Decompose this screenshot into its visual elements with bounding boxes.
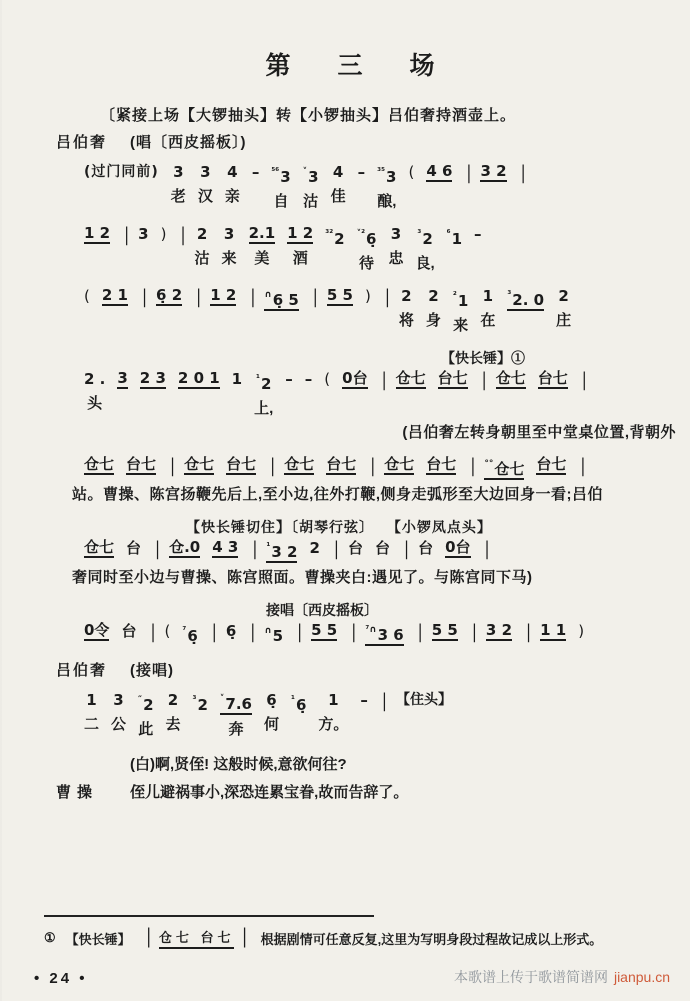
notation-row	[84, 224, 656, 273]
grace-note: ∩	[264, 290, 272, 300]
grace-note: ⁵⁶	[271, 167, 280, 177]
note-token: 1 方。	[318, 691, 349, 733]
note-token: –	[304, 370, 313, 388]
barline: |	[141, 284, 148, 308]
note-token: 6̣ 何	[263, 691, 279, 733]
barline: |	[484, 536, 490, 560]
note-token: 2.1 美	[248, 224, 276, 267]
lyric-syllable: 公	[111, 716, 127, 733]
note-token: $^{^1}$3 2	[266, 538, 297, 563]
speaker-row-continue	[56, 659, 656, 680]
barline: |	[333, 536, 339, 560]
barline: |	[471, 619, 477, 643]
note-token: 仓七	[284, 455, 315, 473]
note-token: 2 庄	[556, 287, 572, 329]
barline: |	[381, 688, 387, 712]
note-token: 5 5	[326, 286, 353, 304]
note-token: 仓七	[495, 369, 526, 387]
lyric-syllable: 头	[87, 395, 103, 412]
note-token: $^{^1}$6̣	[291, 695, 307, 714]
grace-note: ⁷∩	[365, 625, 377, 635]
speaker-name: 吕伯奢	[56, 134, 108, 151]
note-token: 6̣ 2	[156, 286, 183, 304]
barline: |	[242, 926, 247, 949]
grace-note: ˅	[302, 167, 308, 177]
notation-row	[84, 369, 656, 418]
note-token: 3 忠	[388, 225, 404, 267]
note-token: 3 来	[221, 225, 237, 267]
grace-note: ³	[192, 695, 197, 705]
note-token: 6̣	[225, 622, 237, 640]
note-token: 台	[374, 539, 390, 557]
lyric-syllable: 自	[273, 193, 289, 210]
grace-note: ⁷	[182, 626, 187, 636]
dialog-speaker	[56, 753, 130, 774]
page-number: • 24 •	[34, 970, 88, 987]
speaker-name: 吕伯奢	[56, 662, 108, 679]
note-token: $^{^3}$2 良,	[415, 229, 435, 272]
lyric-syllable: 何	[263, 716, 279, 733]
note-token: 台七	[537, 369, 568, 387]
notation-prefix: (过门同前)	[84, 164, 159, 180]
music-system	[56, 162, 656, 211]
music-system	[56, 455, 656, 504]
barline: |	[580, 453, 586, 477]
note-token: 3 2	[485, 621, 513, 639]
note-token: –	[474, 225, 482, 243]
footnote-percussion: 仓七 台七	[159, 927, 235, 949]
note-token: 3 公	[111, 691, 127, 733]
barline: |	[351, 619, 357, 643]
music-system	[56, 600, 656, 646]
note-token: 2 1	[101, 286, 128, 304]
note-token: (	[408, 163, 415, 181]
barline: |	[196, 284, 202, 308]
lyric-syllable: 老	[170, 188, 186, 205]
note-token: 4 亲	[224, 163, 240, 205]
grace-note: ∩	[264, 626, 272, 636]
lyric-syllable: 亲	[224, 188, 240, 205]
note-token: $^{^6}$1	[446, 229, 463, 248]
note-token: $^{^{32}}$2	[325, 229, 345, 248]
note-token: $^{^{56}}$3 自	[271, 167, 291, 210]
note-token: –	[360, 691, 368, 709]
barline: |	[417, 619, 423, 643]
dialog-speaker: 曹操	[56, 784, 99, 801]
grace-note: ˅	[219, 694, 225, 704]
barline: |	[250, 619, 256, 643]
note-token: 仓七	[84, 538, 115, 556]
barline: |	[155, 536, 161, 560]
note-token: 台七	[226, 455, 257, 473]
grace-note: ³²	[325, 229, 334, 239]
music-system	[56, 286, 656, 335]
note-token: –	[251, 163, 260, 181]
dialog-line	[56, 753, 656, 774]
grace-note: °°	[484, 459, 494, 469]
grace-note: ³	[507, 290, 512, 300]
note-token: 3	[138, 225, 149, 243]
note-token: 台	[121, 622, 137, 640]
footnote-number: ①	[44, 930, 56, 945]
stage-direction: 〔紧接上场【大锣抽头】转【小锣抽头】吕伯奢持酒壶上。	[100, 107, 517, 124]
notation-row	[84, 690, 656, 739]
note-token: 0台	[342, 369, 368, 387]
lyric-syllable: 美	[254, 250, 270, 267]
lyric-syllable: 身	[425, 312, 441, 329]
note-token: 1 在	[480, 287, 496, 329]
dialog-text: (白)啊,贤侄! 这般时候,意欲何往?	[130, 756, 347, 773]
footnote-divider	[44, 915, 374, 917]
barline: |	[252, 536, 258, 560]
barline: |	[170, 453, 176, 477]
dialog-line	[56, 781, 656, 802]
note-token: 仓七	[84, 455, 115, 473]
barline: |	[180, 222, 186, 246]
note-token: 台七	[326, 455, 357, 473]
note-token: 仓七	[395, 369, 426, 387]
lyric-syllable: 方。	[318, 716, 349, 733]
footnote-area	[44, 915, 656, 949]
note-token: –	[357, 163, 366, 181]
barline: |	[466, 160, 472, 184]
lyric-syllable: 沽	[303, 193, 319, 210]
speaker-direction: (接唱)	[130, 662, 174, 679]
grace-note: ⁶	[446, 229, 451, 239]
footnote	[44, 927, 656, 949]
watermark-site: jianpu.cn	[613, 969, 670, 985]
notation-tag: 【住头】	[395, 692, 452, 708]
lyric-syllable: 在	[480, 312, 496, 329]
lyric-syllable: 沽	[194, 250, 210, 267]
grace-note: ¹	[291, 695, 295, 705]
footnote-text: 根据剧情可任意反复,这里为写明身段过程故记成以上形式。	[260, 931, 603, 947]
barline: |	[211, 619, 217, 643]
note-token: $^{^1}$2 上,	[254, 374, 274, 417]
lyric-syllable: 酒	[292, 250, 308, 267]
note-token: )	[578, 622, 585, 640]
barline: |	[146, 926, 151, 949]
note-token: )	[364, 287, 371, 305]
music-system	[56, 224, 656, 273]
music-system	[56, 690, 656, 739]
note-token: $^{^7\cap}$3 6	[365, 621, 403, 646]
note-token: 1 1	[540, 621, 567, 639]
percussion-pattern-label: 接唱〔西皮摇板〕	[266, 602, 378, 618]
lyric-syllable: 庄	[556, 312, 572, 329]
music-system	[56, 348, 676, 442]
note-token: $^{^{35}}$3 酿,	[377, 167, 397, 210]
music-systems-final	[56, 690, 656, 739]
grace-note: ²	[452, 291, 457, 301]
barline: |	[526, 619, 532, 643]
barline: |	[384, 284, 390, 308]
lyric-syllable: 忠	[388, 250, 404, 267]
barline: |	[124, 222, 130, 246]
barline: |	[150, 619, 156, 643]
watermark-text: 本歌谱上传于歌谱简谱网	[453, 969, 608, 985]
dialog-block	[56, 753, 656, 802]
lyric-syllable: 此	[138, 721, 154, 738]
note-token: 1 2 酒	[287, 224, 314, 267]
note-token: 仓七	[184, 455, 215, 473]
speaker-row-intro	[56, 131, 656, 152]
note-token: $^{^3}$2	[192, 695, 208, 714]
speaker-direction: (唱〔西皮摇板〕)	[130, 134, 247, 151]
grace-note: ¹	[266, 542, 271, 552]
grace-note: ˅²	[356, 229, 366, 239]
page-title: 第 三 场	[265, 52, 455, 80]
note-token: 3 汉	[197, 163, 213, 205]
note-token: 2 去	[165, 691, 181, 733]
stage-action-text: 站。曹操、陈宫扬鞭先后上,至小边,往外打鞭,侧身走弧形至大边回身一看;吕伯	[72, 486, 604, 503]
note-token: 5 5	[311, 621, 338, 639]
note-token: 5 5	[431, 621, 458, 639]
notation-row	[84, 621, 656, 646]
note-token: 3	[117, 369, 128, 387]
page-footer	[34, 967, 670, 987]
note-token: 2 3	[139, 369, 166, 387]
barline: |	[404, 536, 410, 560]
note-token: )	[160, 225, 167, 243]
note-token: 台七	[536, 455, 567, 473]
music-system	[56, 517, 656, 587]
note-token: 2 沽	[194, 225, 210, 267]
note-token: ˅7.6 奔	[220, 690, 252, 739]
note-token: (	[324, 370, 331, 388]
barline: |	[250, 284, 256, 308]
barline: |	[270, 453, 276, 477]
lyric-syllable: 佳	[330, 188, 346, 205]
stage-action-text: 奢同时至小边与曹操、陈宫照面。曹操夹白:遇见了。与陈宫同下马)	[72, 569, 533, 586]
music-systems-main	[56, 160, 676, 646]
percussion-pattern-label: 【快长锤】①	[441, 350, 525, 366]
barline: |	[297, 619, 303, 643]
note-token: (	[164, 622, 171, 640]
note-token: 4 佳	[330, 163, 346, 205]
note-token: ˅3 沽	[302, 167, 319, 210]
lyric-syllable: 上,	[254, 400, 274, 417]
notation-row	[84, 162, 656, 211]
watermark	[454, 967, 670, 987]
note-token: 台	[347, 539, 363, 557]
note-token: 2 将	[398, 287, 414, 329]
note-token: 仓.0	[169, 538, 201, 556]
note-token: $^{^7}$6̣	[182, 626, 198, 645]
barline: |	[481, 367, 487, 391]
note-token: 仓七	[384, 455, 415, 473]
note-token: (	[84, 287, 90, 305]
note-token: ″2 此	[138, 695, 154, 738]
lyric-syllable: 二	[84, 716, 100, 733]
barline: |	[520, 160, 526, 184]
note-token: 4 6	[426, 162, 453, 180]
stage-action-text: (吕伯奢左转身朝里至中堂桌位置,背朝外	[402, 424, 676, 441]
lyric-syllable: 待	[359, 255, 375, 272]
note-token: 2 0 1	[177, 369, 220, 387]
lyric-syllable: 奔	[228, 721, 244, 738]
note-token: ∩5	[264, 626, 284, 645]
grace-note: ³	[417, 229, 422, 239]
note-token: 台	[418, 539, 434, 557]
lyric-syllable: 汉	[197, 188, 213, 205]
note-token: 2 . 头	[84, 370, 106, 412]
lyric-syllable: 良,	[415, 255, 435, 272]
lyric-syllable: 酿,	[377, 193, 397, 210]
note-token: 3 2	[480, 162, 507, 180]
lyric-syllable: 将	[398, 312, 414, 329]
percussion-pattern-label: 【快长锤切住】〔胡琴行弦〕 【小锣凤点头】	[186, 519, 492, 535]
footnote-tag: 【快长锤】	[65, 931, 131, 947]
grace-note: ³⁵	[377, 167, 386, 177]
barline: |	[470, 453, 476, 477]
note-token: 台	[126, 539, 142, 557]
lyric-syllable: 来	[453, 317, 469, 334]
dialog-text: 侄儿避祸事小,深恐连累宝眷,故而告辞了。	[130, 784, 409, 801]
barline: |	[381, 367, 387, 391]
barline: |	[581, 367, 587, 391]
notation-row	[84, 286, 656, 335]
note-token: °°仓七	[484, 455, 524, 480]
grace-note: ¹	[256, 374, 260, 384]
grace-note: ″	[138, 695, 143, 705]
note-token: $^{^3}$2. 0	[507, 286, 544, 311]
note-token: 1 二	[84, 691, 100, 733]
note-token: 0台	[445, 538, 471, 556]
lyric-syllable: 来	[221, 250, 237, 267]
note-token: 0令	[84, 621, 110, 639]
note-token: ∩6̣ 5	[264, 286, 298, 311]
note-token: 3 老	[170, 163, 186, 205]
note-token: 台七	[426, 455, 457, 473]
note-token: 4 3	[212, 538, 239, 556]
note-token: –	[285, 370, 293, 388]
note-token: 台七	[126, 455, 157, 473]
note-token: $^{˅^2}$6̣ 待	[356, 229, 377, 272]
lyric-syllable: 去	[165, 716, 181, 733]
notation-row	[84, 538, 656, 563]
note-token: 台七	[437, 369, 468, 387]
note-token: 2	[309, 539, 320, 557]
note-token: 1 2	[84, 224, 111, 242]
note-token: 2 身	[425, 287, 441, 329]
barline: |	[312, 284, 318, 308]
note-token: 1 2	[210, 286, 237, 304]
notation-row	[84, 455, 656, 480]
note-token: 1	[231, 370, 243, 388]
note-token: $^{^2}$1 来	[452, 291, 469, 334]
barline: |	[370, 453, 376, 477]
